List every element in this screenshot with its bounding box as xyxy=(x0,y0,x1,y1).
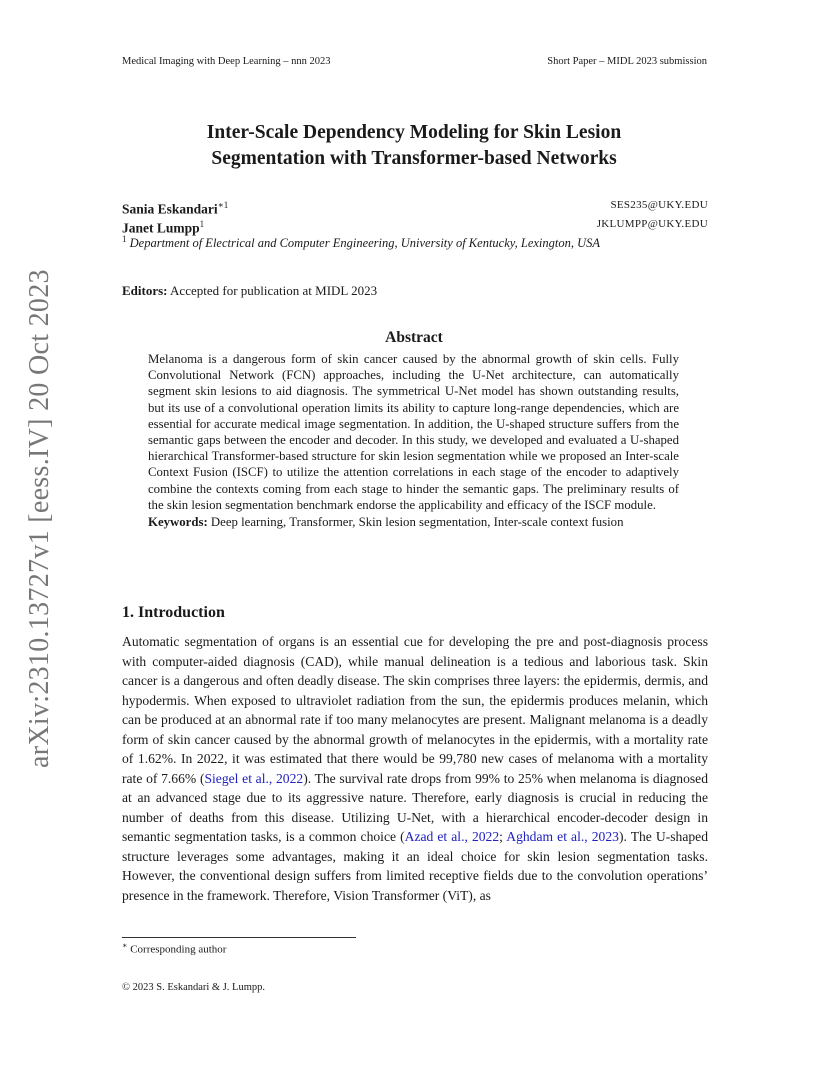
editors-label: Editors: xyxy=(122,283,168,298)
affiliation-text: Department of Electrical and Computer Engineering, University of Kentucky, Lexington, USA xyxy=(129,236,601,251)
arxiv-stamp: arXiv:2310.13727v1 [eess.IV] 20 Oct 2023 xyxy=(24,269,55,768)
abstract-text: Melanoma is a dangerous form of skin cancer caused by the abnormal growth of skin cells. Fully Convolutional Network (FCN) approaches, including the U-Net architecture, can automatically segment skin lesions to aid diagnosis. The symmetrical U-Net model has shown outstanding results, but its use of a convolutional operation limits its ability to capture long-range dependencies, which are essential for accurate medical image segmentation. In addition, the U-shaped structure suffers from the semantic gaps between the encoder and decoder. In this study, we developed and evaluated a U-shaped hierarchical Transformer-based structure for skin lesion segmentation while we proposed an Inter-scale Context Fusion (ISCF) to utilize the attention correlations in each stage of the encoder to adaptively combine the contexts coming from each stage to hinder the semantic gaps. The preliminary results of the skin lesion segmentation benchmark endorse the applicability and efficacy of the ISCF module. xyxy=(148,352,679,512)
affiliation xyxy=(122,234,600,251)
citation-link[interactable]: Azad et al., 2022 xyxy=(404,829,500,844)
author-name: Sania Eskandari xyxy=(122,201,218,217)
author-list xyxy=(122,196,708,234)
intro-text-3: ). The U-shaped structure leverages some advantages, making it an ideal choice for skin lesion segmentation tasks. However, the conventional design suffers from limited receptive fields due to the convolution operations’ presence in the framework. Therefore, Vision Transformer (ViT), as xyxy=(122,829,709,903)
author-name: Janet Lumpp xyxy=(122,220,200,236)
title-line-1: Inter-Scale Dependency Modeling for Skin Lesion xyxy=(206,122,622,143)
editors-text: Accepted for publication at MIDL 2023 xyxy=(170,283,378,298)
citation-link[interactable]: Aghdam et al., 2023 xyxy=(506,829,619,844)
introduction-paragraph xyxy=(122,632,708,905)
abstract-body xyxy=(148,351,679,530)
citation-link[interactable]: Siegel et al., 2022 xyxy=(204,770,304,786)
intro-text-1: Automatic segmentation of organs is an essential cue for developing the pre and post-diagnosis process with computer-aided diagnosis (CAD), while manual delineation is a tedious and laborious task. Skin cancer is a dangerous and often deadly disease. The skin comprises three layers: the epidermis, dermis, and hypodermis. When exposed to ultraviolet radiation from the sun, the epidermis produces melanin, which can be produced at an abnormal rate if too many melanocytes are present. Malignant melanoma is a deadly form of skin cancer caused by the abnormal growth of melanocytes in the epidermis, with a mortality rate of 1.62%. In 2022, it was estimated that there would be 99,780 new cases of melanoma with a mortality rate of 7.66% ( xyxy=(122,634,708,786)
keywords xyxy=(148,514,679,530)
running-header-left: Medical Imaging with Deep Learning – nnn 2023 xyxy=(122,56,331,67)
citation-separator: ; xyxy=(499,829,507,844)
section-heading-introduction: 1. Introduction xyxy=(122,604,225,621)
running-header-right: Short Paper – MIDL 2023 submission xyxy=(547,56,707,67)
abstract-heading: Abstract xyxy=(385,329,443,346)
footnote-sup: ∗ xyxy=(122,941,128,950)
copyright-line: © 2023 S. Eskandari & J. Lumpp. xyxy=(122,982,266,993)
keywords-text: Deep learning, Transformer, Skin lesion segmentation, Inter-scale context fusion xyxy=(210,515,624,530)
paper-title xyxy=(0,120,828,172)
author-email: JKLUMPP@UKY.EDU xyxy=(596,218,708,230)
footnote-text: Corresponding author xyxy=(130,943,227,956)
footnote xyxy=(122,941,226,956)
keywords-label: Keywords: xyxy=(148,515,208,530)
author-sup: ∗1 xyxy=(217,200,229,210)
author-row-1 xyxy=(122,196,708,215)
author-row-2 xyxy=(122,215,708,234)
editors-note xyxy=(122,283,377,299)
introduction-body xyxy=(122,632,708,905)
author-sup: 1 xyxy=(199,219,205,229)
author-email: SES235@UKY.EDU xyxy=(610,199,708,211)
affiliation-sup: 1 xyxy=(122,234,127,244)
intro-text-2: ). The survival rate drops from 99% to 25% when melanoma is diagnosed at an advanced stage due to its aggressive nature. Therefore, early diagnosis is crucial in reducing the number of deaths from this disease. Utilizing U-Net, with a hierarchical encoder-decoder design in semantic segmentation tasks, is a common choice ( xyxy=(122,770,708,844)
footnote-rule xyxy=(122,937,356,938)
title-line-2: Segmentation with Transformer-based Networks xyxy=(211,148,617,169)
